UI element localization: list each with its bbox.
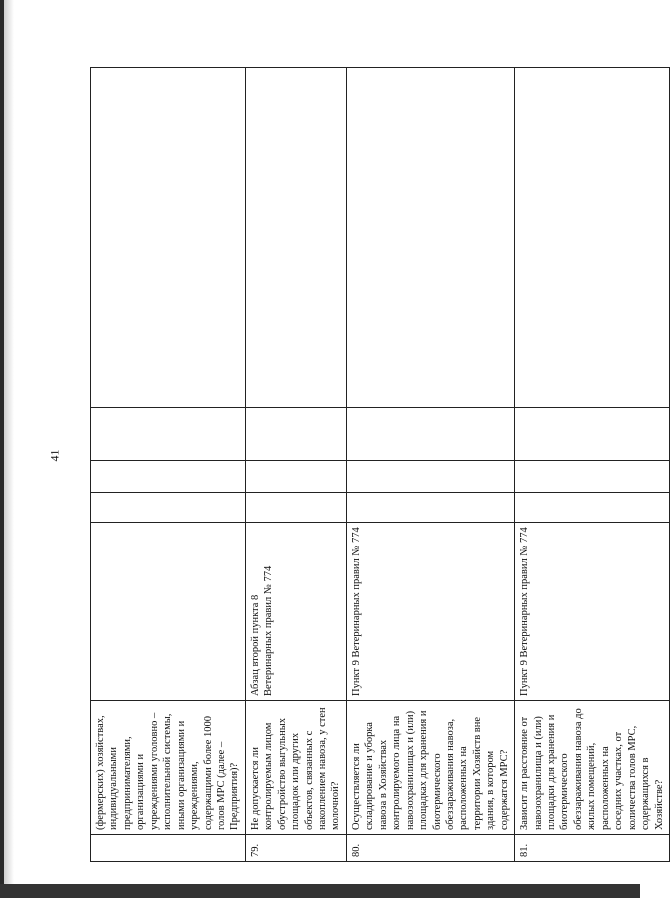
row-number: 80. xyxy=(346,835,514,862)
question-cell: Зависит ли расстояние от навозохранилища и (или) площадки для хранения и биотермического обеззараживания навоза до жилых помещений, расположенных на соседних участках, от количества голов МРС, содержащихся в Хозяйстве? xyxy=(515,701,670,835)
table-row xyxy=(91,68,246,862)
notes-cell xyxy=(515,68,670,408)
scan-shadow xyxy=(4,0,14,898)
answer-no-cell xyxy=(346,461,514,493)
answer-no-cell xyxy=(245,461,346,493)
table-row xyxy=(515,68,670,862)
answer-yes-cell xyxy=(346,493,514,523)
table-row xyxy=(245,68,346,862)
reference-cell: Пункт 9 Ветеринарных правил № 774 xyxy=(346,523,514,701)
question-cell: (фермерских) хозяйствах, индивидуальными предпринимателями, организациями и учреждениями уголовно – исполнительной системы, иными организациями и учреждениями, содержащими более 1000 голов МРС (далее – Предприятия)? xyxy=(91,701,246,835)
answer-no-cell xyxy=(91,461,246,493)
scan-edge-bottom xyxy=(0,884,640,898)
table-row xyxy=(346,68,514,862)
reference-cell: Абзац второй пункта 8 Ветеринарных правил № 774 xyxy=(245,523,346,701)
question-cell: Осуществляется ли складирование и уборка навоза в Хозяйствах контролируемого лица на навозохранилищах и (или) площадках для хранения и биотермического обеззараживания навоза, расположенных на территории Хозяйств вне здания, в котором содержатся МРС? xyxy=(346,701,514,835)
answer-na-cell xyxy=(91,408,246,461)
answer-yes-cell xyxy=(91,493,246,523)
checklist-table-wrapper xyxy=(90,68,665,862)
answer-yes-cell xyxy=(515,493,670,523)
page-number: 41 xyxy=(47,449,62,462)
row-number xyxy=(91,835,246,862)
notes-cell xyxy=(346,68,514,408)
notes-cell xyxy=(91,68,246,408)
reference-cell xyxy=(91,523,246,701)
answer-na-cell xyxy=(346,408,514,461)
answer-na-cell xyxy=(245,408,346,461)
row-number: 81. xyxy=(515,835,670,862)
row-number: 79. xyxy=(245,835,346,862)
answer-no-cell xyxy=(515,461,670,493)
reference-cell: Пункт 9 Ветеринарных правил № 774 xyxy=(515,523,670,701)
answer-na-cell xyxy=(515,408,670,461)
checklist-table xyxy=(90,67,670,862)
notes-cell xyxy=(245,68,346,408)
answer-yes-cell xyxy=(245,493,346,523)
question-cell: Не допускается ли контролируемым лицом обустройство выгульных площадок или других объектов, связанных с накоплением навоза, у стен молочной? xyxy=(245,701,346,835)
